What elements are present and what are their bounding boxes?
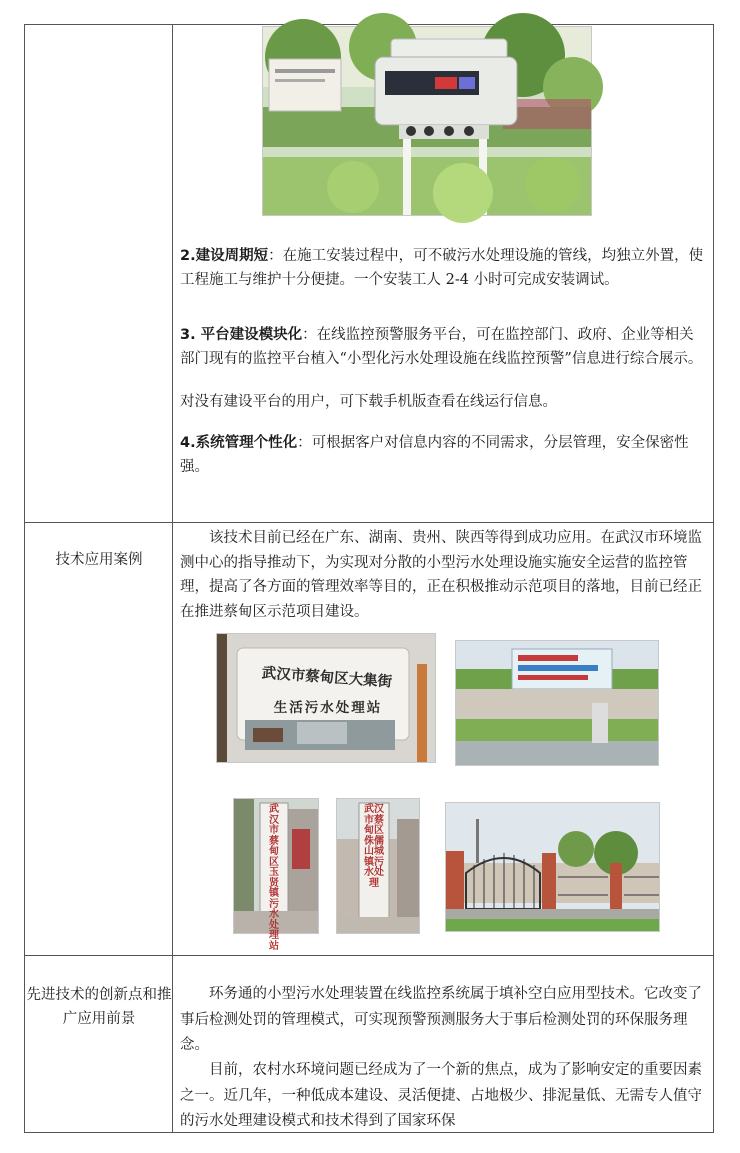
table-right-border — [713, 24, 714, 1132]
feature-2-heading: 2.建设周期短 — [180, 248, 269, 264]
case-photo-3-sign-text: 武汉市蔡甸区玉贤镇污水处理站 — [269, 804, 279, 952]
feature-item-2 — [180, 244, 708, 292]
cases-label: 技术应用案例 — [55, 552, 143, 568]
row-divider-2 — [24, 955, 714, 956]
prospects-label: 先进技术的创新点和推广应用前景 — [26, 987, 172, 1027]
table-left-border — [24, 24, 25, 1132]
table-column-divider — [172, 24, 173, 1132]
feature-3-text2: 对没有建设平台的用户，可下载手机版查看在线运行信息。 — [180, 394, 557, 410]
case-photo-4-sign-text: 武汉市蔡甸区侏儒山城镇污水处理 — [364, 804, 384, 889]
feature-2-text: ：在施工安装过程中，可不破污水处理设施的管线，均独立外置，使工程施工与维护十分便捷。一个安装工人 2-4 小时可完成安装调试。 — [180, 248, 704, 288]
case-photo-plaque-2 — [336, 798, 420, 934]
monitoring-device-photo — [262, 26, 592, 216]
case-photo-plaque-1 — [233, 798, 319, 952]
row-divider-1 — [24, 522, 714, 523]
feature-item-3-note — [180, 390, 708, 414]
feature-item-4 — [180, 431, 708, 479]
feature-item-3 — [180, 323, 708, 371]
prospects-paragraph-1: 环务通的小型污水处理装置在线监控系统属于填补空白应用型技术。它改变了事后检测处罚的管理模式，可实现预警预测服务大于事后检测处罚的环保服务理念。 — [180, 986, 702, 1053]
cases-paragraph: 该技术目前已经在广东、湖南、贵州、陕西等得到成功应用。在武汉市环境监测中心的指导推动下，为实现对分散的小型污水处理设施实施安全运营的监控管理，提高了各方面的管理效率等目的，正在积极推动示范项目的落地，目前已经正在推进蔡甸区示范项目建设。 — [180, 530, 702, 620]
case-photo-gate — [445, 802, 660, 932]
feature-3-text: ：在线监控预警服务平台，可在监控部门、政府、企业等相关部门现有的监控平台植入“小型化污水处理设施在线监控预警”信息进行综合展示。 — [180, 327, 703, 367]
case-photo-1-sign-line2: 生活污水处理站 — [273, 700, 383, 716]
feature-4-heading: 4.系统管理个性化 — [180, 435, 298, 451]
case-photo-1-sign-line1: 武汉市蔡甸区大集街 — [261, 664, 393, 691]
case-photo-sign-board — [216, 633, 436, 763]
feature-3-heading: 3. 平台建设模块化 — [180, 327, 303, 343]
feature-4-text: ：可根据客户对信息内容的不同需求，分层管理，安全保密性强。 — [180, 435, 689, 475]
case-photo-facility — [455, 640, 659, 766]
prospects-paragraph-2: 目前，农村水环境问题已经成为了一个新的焦点，成为了影响安定的重要因素之一。近几年，一种低成本建设、灵活便捷、占地极少、排泥量低、无需专人值守的污水处理建设模式和技术得到了国家环保 — [180, 1062, 702, 1129]
